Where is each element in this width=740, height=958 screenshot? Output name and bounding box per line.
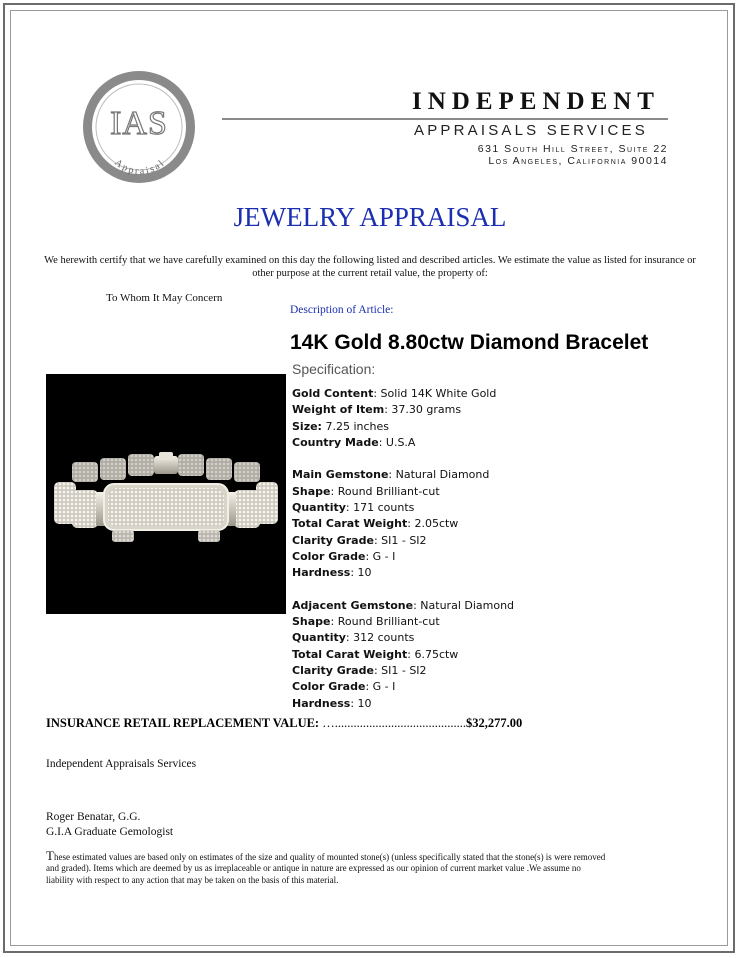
spec-key: Shape xyxy=(292,615,331,629)
spec-value: U.S.A xyxy=(385,435,416,449)
spec-key: Total Carat Weight xyxy=(292,517,408,531)
spec-spacer xyxy=(292,451,712,467)
certification-intro: We herewith certify that we have carefully examined on this day the following listed and described articles. We estimate the value as listed for insurance or other purpose at the current retail value, the property of: xyxy=(44,255,696,279)
spec-key: Color Grade xyxy=(292,549,366,563)
specification-list xyxy=(292,386,712,712)
logo-arc-text: Appraisal xyxy=(112,157,168,178)
header-divider xyxy=(222,118,668,120)
spec-key: Size: xyxy=(292,419,322,433)
spec-line-weight: Weight of Item: 37.30 grams xyxy=(292,403,462,417)
specification-heading: Specification: xyxy=(292,361,376,377)
description-label: Description of Article: xyxy=(290,304,394,316)
recipient: To Whom It May Concern xyxy=(106,292,223,304)
spec-value: SI1 - SI2 xyxy=(381,664,427,678)
spec-key: Main Gemstone xyxy=(292,468,389,482)
spec-value: SI1 - SI2 xyxy=(381,533,427,547)
bracelet-illustration xyxy=(46,374,286,614)
disclaimer-initial: T xyxy=(46,848,54,863)
spec-value: Natural Diamond xyxy=(420,598,515,612)
spec-line-gold-content: Gold Content: Solid 14K White Gold xyxy=(292,387,497,400)
spec-value: Natural Diamond xyxy=(395,468,490,482)
spec-key: Total Carat Weight xyxy=(292,647,408,661)
document-title: JEWELRY APPRAISAL xyxy=(233,202,507,232)
company-name: INDEPENDENT xyxy=(412,88,660,115)
signer-name: Roger Benatar, G.G. xyxy=(46,811,141,823)
ias-logo xyxy=(80,68,198,186)
spec-key: Gold Content xyxy=(292,387,374,400)
spec-value: G - I xyxy=(372,549,396,563)
spec-key: Country Made xyxy=(292,435,379,449)
spec-value: 10 xyxy=(357,696,372,710)
spec-key: Quantity xyxy=(292,501,346,515)
spec-line-size xyxy=(292,419,712,435)
spec-value: 6.75ctw xyxy=(414,647,459,661)
spec-line-main-gemstone: Main Gemstone: Natural Diamond xyxy=(292,468,490,482)
spec-line-adjacent-color: Color Grade: G - I xyxy=(292,680,396,694)
spec-key: Quantity xyxy=(292,631,346,645)
company-subtitle: APPRAISALS SERVICES xyxy=(414,122,648,139)
spec-line-adjacent-carat-weight: Total Carat Weight: 6.75ctw xyxy=(292,647,459,661)
spec-key: Clarity Grade xyxy=(292,533,374,547)
spec-line-adjacent-gemstone: Adjacent Gemstone: Natural Diamond xyxy=(292,598,515,612)
logo-monogram: IAS xyxy=(110,105,168,142)
spec-line-adjacent-hardness: Hardness: 10 xyxy=(292,696,372,710)
replacement-value-line xyxy=(46,716,522,731)
address-line-1: 631 South Hill Street, Suite 22 xyxy=(477,143,668,155)
spec-value: 7.25 inches xyxy=(325,419,390,433)
disclaimer xyxy=(46,850,606,886)
spec-key: Shape xyxy=(292,484,331,498)
address-line-2: Los Angeles, California 90014 xyxy=(488,155,668,167)
spec-key: Hardness xyxy=(292,566,351,580)
spec-line-clarity: Clarity Grade: SI1 - SI2 xyxy=(292,533,427,547)
replacement-value-label: INSURANCE RETAIL REPLACEMENT VALUE: xyxy=(46,716,320,730)
spec-line-quantity: Quantity: 171 counts xyxy=(292,501,415,515)
signer-title: G.I.A Graduate Gemologist xyxy=(46,826,174,838)
spec-line-color: Color Grade: G - I xyxy=(292,549,396,563)
spec-value: G - I xyxy=(372,680,396,694)
spec-key: Adjacent Gemstone xyxy=(292,598,414,612)
spec-value: Round Brilliant-cut xyxy=(337,484,440,498)
spec-key: Hardness xyxy=(292,696,351,710)
spec-key: Clarity Grade xyxy=(292,664,374,678)
spec-line-hardness: Hardness: 10 xyxy=(292,566,372,580)
spec-line-shape: Shape: Round Brilliant-cut xyxy=(292,484,440,498)
spec-key: Color Grade xyxy=(292,680,366,694)
spec-value: Round Brilliant-cut xyxy=(337,615,440,629)
issuer-name: Independent Appraisals Services xyxy=(46,758,197,770)
spec-value: 10 xyxy=(357,566,372,580)
spec-line-adjacent-shape: Shape: Round Brilliant-cut xyxy=(292,615,440,629)
spec-line-adjacent-quantity: Quantity: 312 counts xyxy=(292,631,415,645)
spec-key: Weight of Item xyxy=(292,403,385,417)
spec-value: 2.05ctw xyxy=(414,517,459,531)
replacement-value-amount: $32,277.00 xyxy=(465,716,523,730)
spec-line-carat-weight: Total Carat Weight: 2.05ctw xyxy=(292,517,459,531)
spec-spacer xyxy=(292,582,712,598)
bracelet-photo xyxy=(46,374,286,614)
disclaimer-text: hese estimated values are based only on estimates of the size and quality of mounted stone(s) (unless specifically stated that the stone(s) is were removed and graded). Items which are deemed by us as irreplaceable or antique in nature are expressed as our opinion of current market value .We assume no liability with respect to any action that may be taken on the basis of this material. xyxy=(46,852,606,885)
spec-value: Solid 14K White Gold xyxy=(380,387,497,400)
leader-dots: ….......................................... xyxy=(322,716,466,730)
spec-line-country: Country Made: U.S.A xyxy=(292,435,416,449)
spec-value: 37.30 grams xyxy=(391,403,462,417)
spec-value: 312 counts xyxy=(353,631,415,645)
spec-value: 171 counts xyxy=(353,501,415,515)
article-title: 14K Gold 8.80ctw Diamond Bracelet xyxy=(290,331,649,354)
spec-line-adjacent-clarity: Clarity Grade: SI1 - SI2 xyxy=(292,664,427,678)
